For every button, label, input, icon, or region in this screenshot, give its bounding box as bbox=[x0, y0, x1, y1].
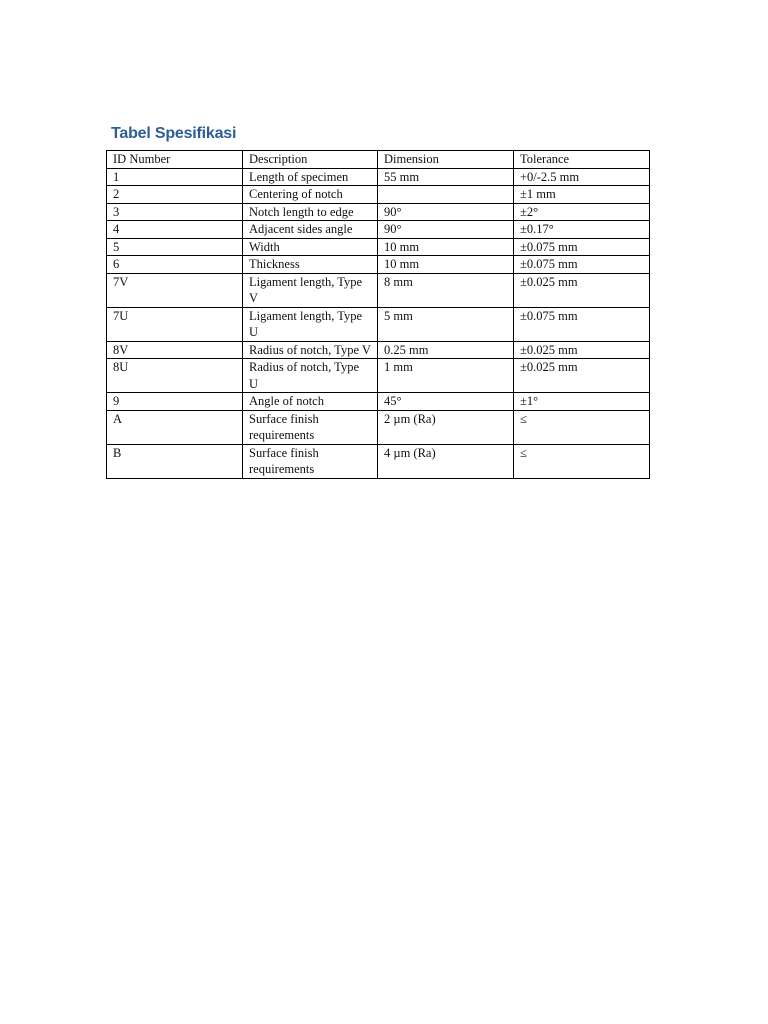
cell-dimension: 1 mm bbox=[378, 359, 514, 393]
cell-description: Ligament length, Type V bbox=[243, 273, 378, 307]
table-row bbox=[107, 307, 650, 341]
cell-tolerance: ±0.025 mm bbox=[514, 273, 650, 307]
cell-dimension: 4 µm (Ra) bbox=[378, 444, 514, 478]
header-tolerance: Tolerance bbox=[514, 151, 650, 169]
cell-description: Angle of notch bbox=[243, 393, 378, 411]
cell-tolerance: +0/-2.5 mm bbox=[514, 168, 650, 186]
cell-tolerance: ±0.075 mm bbox=[514, 256, 650, 274]
cell-description: Surface finish requirements bbox=[243, 410, 378, 444]
table-row bbox=[107, 221, 650, 239]
cell-dimension: 45° bbox=[378, 393, 514, 411]
header-description: Description bbox=[243, 151, 378, 169]
cell-tolerance: ±0.17° bbox=[514, 221, 650, 239]
table-row bbox=[107, 341, 650, 359]
cell-id: 8V bbox=[107, 341, 243, 359]
cell-dimension: 8 mm bbox=[378, 273, 514, 307]
cell-dimension: 2 µm (Ra) bbox=[378, 410, 514, 444]
cell-id: 4 bbox=[107, 221, 243, 239]
table-row bbox=[107, 186, 650, 204]
cell-tolerance: ≤ bbox=[514, 410, 650, 444]
cell-description: Radius of notch, Type V bbox=[243, 341, 378, 359]
specification-table bbox=[106, 150, 650, 479]
cell-tolerance: ±1° bbox=[514, 393, 650, 411]
cell-tolerance: ±0.075 mm bbox=[514, 307, 650, 341]
table-row bbox=[107, 359, 650, 393]
document-title: Tabel Spesifikasi bbox=[111, 125, 237, 142]
cell-id: 6 bbox=[107, 256, 243, 274]
cell-dimension: 0.25 mm bbox=[378, 341, 514, 359]
cell-id: 3 bbox=[107, 203, 243, 221]
cell-id: B bbox=[107, 444, 243, 478]
cell-dimension bbox=[378, 186, 514, 204]
cell-tolerance: ≤ bbox=[514, 444, 650, 478]
table-row bbox=[107, 168, 650, 186]
cell-id: 7V bbox=[107, 273, 243, 307]
cell-tolerance: ±1 mm bbox=[514, 186, 650, 204]
cell-tolerance: ±2° bbox=[514, 203, 650, 221]
cell-description: Thickness bbox=[243, 256, 378, 274]
cell-id: 2 bbox=[107, 186, 243, 204]
cell-tolerance: ±0.025 mm bbox=[514, 341, 650, 359]
cell-description: Notch length to edge bbox=[243, 203, 378, 221]
cell-id: 5 bbox=[107, 238, 243, 256]
cell-tolerance: ±0.025 mm bbox=[514, 359, 650, 393]
cell-id: A bbox=[107, 410, 243, 444]
cell-dimension: 5 mm bbox=[378, 307, 514, 341]
table-row bbox=[107, 410, 650, 444]
header-id-number: ID Number bbox=[107, 151, 243, 169]
cell-dimension: 55 mm bbox=[378, 168, 514, 186]
cell-dimension: 90° bbox=[378, 221, 514, 239]
cell-dimension: 10 mm bbox=[378, 256, 514, 274]
cell-id: 8U bbox=[107, 359, 243, 393]
cell-description: Centering of notch bbox=[243, 186, 378, 204]
table-row bbox=[107, 203, 650, 221]
table-row bbox=[107, 238, 650, 256]
header-dimension: Dimension bbox=[378, 151, 514, 169]
cell-dimension: 10 mm bbox=[378, 238, 514, 256]
cell-description: Radius of notch, Type U bbox=[243, 359, 378, 393]
cell-description: Length of specimen bbox=[243, 168, 378, 186]
cell-id: 9 bbox=[107, 393, 243, 411]
cell-description: Width bbox=[243, 238, 378, 256]
cell-id: 1 bbox=[107, 168, 243, 186]
table-row bbox=[107, 273, 650, 307]
cell-id: 7U bbox=[107, 307, 243, 341]
cell-description: Ligament length, Type U bbox=[243, 307, 378, 341]
cell-description: Surface finish requirements bbox=[243, 444, 378, 478]
cell-dimension: 90° bbox=[378, 203, 514, 221]
table-row bbox=[107, 444, 650, 478]
table-row bbox=[107, 393, 650, 411]
cell-description: Adjacent sides angle bbox=[243, 221, 378, 239]
table-row bbox=[107, 256, 650, 274]
table-header-row bbox=[107, 151, 650, 169]
cell-tolerance: ±0.075 mm bbox=[514, 238, 650, 256]
